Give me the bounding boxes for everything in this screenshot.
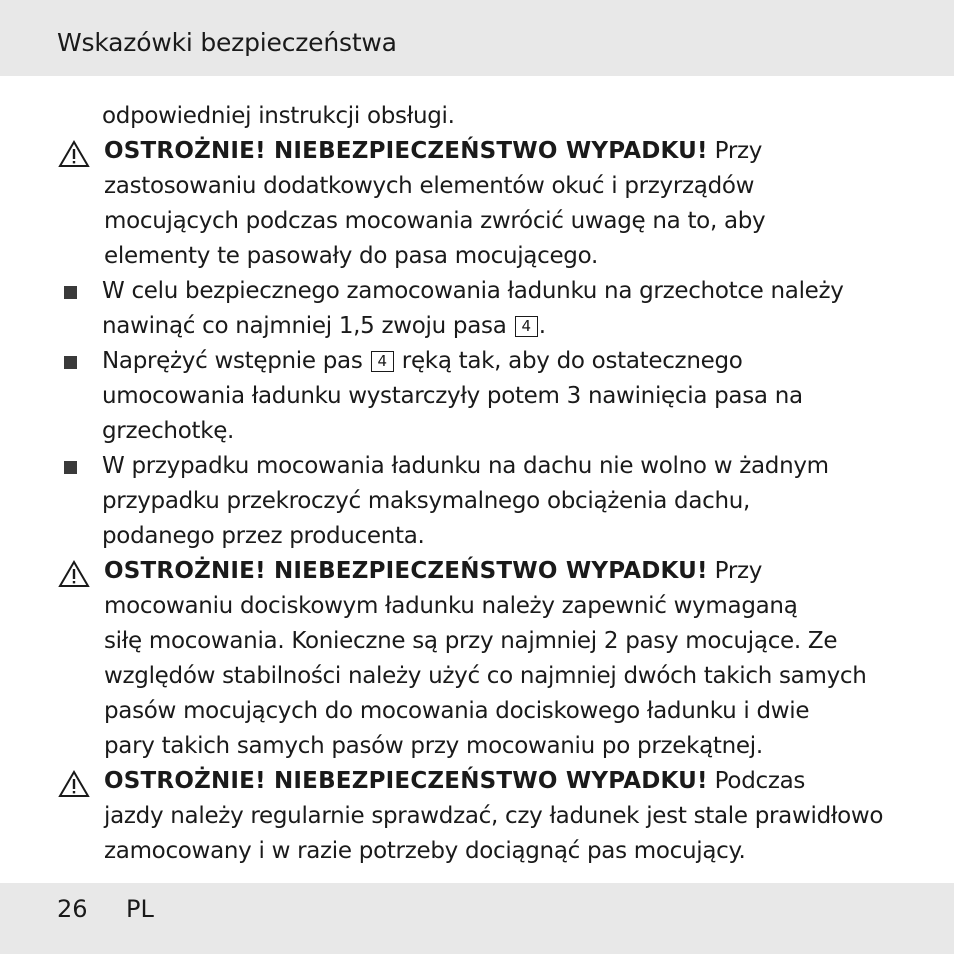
warning-block-3 [0, 764, 954, 869]
warning-title: OSTROŻNIE! NIEBEZPIECZEŃSTWO WYPADKU! [104, 768, 708, 794]
part-reference-box: 4 [515, 316, 538, 337]
text-line: pary takich samych pasów przy mocowaniu po przekątnej. [104, 733, 763, 759]
bullet-square-icon [64, 356, 77, 369]
text-line: mocowaniu dociskowym ładunku należy zapewnić wymaganą [104, 593, 798, 619]
page-number: 26 [57, 895, 88, 923]
text-line: siłę mocowania. Konieczne są przy najmniej 2 pasy mocujące. Ze [104, 628, 838, 654]
warning-block-2 [0, 554, 954, 764]
text-line: przypadku przekroczyć maksymalnego obciążenia dachu, [102, 488, 751, 514]
continuation-paragraph [0, 99, 954, 134]
text-segment: Naprężyć wstępnie pas [102, 348, 370, 374]
text-line: elementy te pasowały do pasa mocującego. [104, 243, 598, 269]
bullet-item-1 [0, 274, 954, 344]
text-segment: ręką tak, aby do ostatecznego [394, 348, 743, 374]
text-line: mocujących podczas mocowania zwrócić uwagę na to, aby [104, 208, 766, 234]
warning-triangle-icon [58, 770, 90, 798]
text-segment: . [538, 313, 546, 339]
warning-first-line [104, 554, 954, 589]
part-reference-box: 4 [371, 351, 394, 372]
warning-triangle-icon [58, 140, 90, 168]
text-line: podanego przez producenta. [102, 523, 425, 549]
text-line: W celu bezpiecznego zamocowania ładunku na grzechotce należy [102, 278, 844, 304]
text-line: odpowiedniej instrukcji obsługi. [102, 103, 455, 129]
text-line: W przypadku mocowania ładunku na dachu nie wolno w żadnym [102, 453, 829, 479]
warning-title: OSTROŻNIE! NIEBEZPIECZEŃSTWO WYPADKU! [104, 558, 708, 584]
page-header [0, 0, 954, 76]
text-line: Przy [707, 558, 763, 584]
text-line-with-ref [102, 344, 954, 379]
text-line: pasów mocujących do mocowania dociskowego ładunku i dwie [104, 698, 810, 724]
bullet-square-icon [64, 286, 77, 299]
text-line: zastosowaniu dodatkowych elementów okuć i przyrządów [104, 173, 755, 199]
text-line: umocowania ładunku wystarczyły potem 3 nawinięcia pasa na [102, 383, 803, 409]
text-line: względów stabilności należy użyć co najmniej dwóch takich samych [104, 663, 867, 689]
bullet-item-2 [0, 344, 954, 449]
text-line-with-ref [102, 309, 954, 344]
warning-first-line [104, 764, 954, 799]
text-line: zamocowany i w razie potrzeby dociągnąć pas mocujący. [104, 838, 746, 864]
warning-title: OSTROŻNIE! NIEBEZPIECZEŃSTWO WYPADKU! [104, 138, 708, 164]
text-segment: nawinąć co najmniej 1,5 zwoju pasa [102, 313, 514, 339]
section-title: Wskazówki bezpieczeństwa [57, 28, 397, 57]
text-line: Podczas [707, 768, 806, 794]
language-code: PL [126, 895, 154, 923]
bullet-item-3 [0, 449, 954, 554]
warning-first-line [104, 134, 954, 169]
warning-triangle-icon [58, 560, 90, 588]
page-content [0, 99, 954, 869]
bullet-square-icon [64, 461, 77, 474]
text-line: jazdy należy regularnie sprawdzać, czy ładunek jest stale prawidłowo [104, 803, 884, 829]
warning-block-1 [0, 134, 954, 274]
text-line: grzechotkę. [102, 418, 235, 444]
text-line: Przy [707, 138, 763, 164]
